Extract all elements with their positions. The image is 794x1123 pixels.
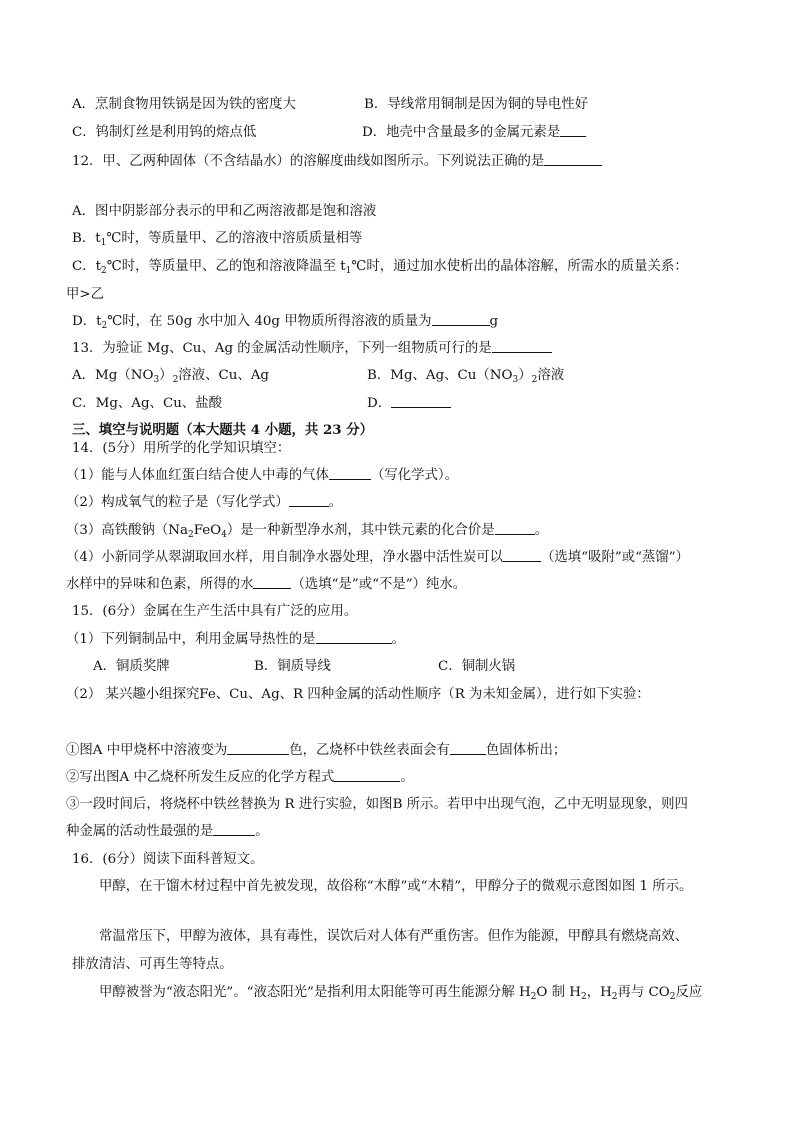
answer-blank [334, 769, 400, 782]
answer-blank [544, 153, 602, 166]
q12-option-b: B．$t_1℃$时，等质量甲、乙的溶液中溶质质量相等 [72, 231, 363, 248]
q12-option-c-line2: 甲>乙 [66, 287, 105, 302]
section-title: 三、填空与说明题（本大题共 4 小题，共 23 分） [72, 422, 374, 438]
q15-option-b: B．铜质导线 [254, 659, 331, 674]
answer-blank [253, 576, 291, 589]
q13-stem: 13．为验证 Mg、Cu、Ag 的金属活动性顺序，下列一组物质可行的是 [72, 340, 552, 358]
q16-paragraph-3: 甲醇被誉为“液态阳光”。“液态阳光”是指利用太阳能等可再生能源分解 $H_2O$ 制 $H_2$，$H_2$再与 $CO_2$反应 [99, 985, 703, 1002]
answer-blank [495, 522, 535, 535]
q12-option-c: C．$t_2℃$时，等质量甲、乙的饱和溶液降温至 $t_1℃$时，通过加水使析出的晶体溶解，所需水的质量关系： [72, 259, 688, 276]
answer-blank [227, 742, 289, 755]
answer-blank [213, 823, 255, 836]
q13-option-c: C．Mg、Ag、Cu、盐酸 [72, 396, 222, 411]
answer-blank [503, 549, 541, 562]
answer-blank [492, 340, 552, 353]
q15-step-1: ①图A 中甲烧杯中溶液变为 色，乙烧杯中铁丝表面会有 色固体析出； [66, 743, 567, 758]
answer-blank [560, 124, 586, 137]
q15-option-c: C．铜制火锅 [438, 659, 516, 674]
q13-option-d: D． [367, 395, 451, 413]
q15-part-2: （2） 某兴趣小组探究Fe、Cu、Ag、R 四种金属的活动性顺序（R 为未知金属），进行如下实验： [66, 687, 650, 702]
q11-option-c: C．钨制灯丝是利用钨的熔点低 [72, 125, 257, 140]
q12-stem: 12．甲、乙两种固体（不含结晶水）的溶解度曲线如图所示。下列说法正确的是 [72, 153, 602, 171]
q12-option-a: A．图中阴影部分表示的甲和乙两溶液都是饱和溶液 [72, 204, 377, 219]
answer-blank [316, 631, 392, 644]
q14-part-2: （2）构成氧气的粒子是（写化学式） 。 [66, 495, 343, 510]
q16-paragraph-1: 甲醇，在干馏木材过程中首先被发现，故俗称“木醇”或“木精”，甲醇分子的微观示意图如图 1 所示。 [99, 879, 693, 894]
q14-part-1: （1）能与人体血红蛋白结合使人中毒的气体 （写化学式）。 [66, 468, 458, 483]
answer-blank [289, 494, 329, 507]
q16-paragraph-2: 常温常压下，甲醇为液体，具有毒性，误饮后对人体有严重伤害。但作为能源，甲醇具有燃烧高效、 [99, 929, 689, 944]
answer-blank [450, 742, 486, 755]
q14-part-4-line2: 水样中的异味和色素，所得的水 （选填“是”或“不是”）纯水。 [66, 577, 467, 592]
q13-option-b: B．Mg、Ag、$Cu(NO_3)_2$溶液 [367, 368, 565, 385]
q15-step-2: ②写出图A 中乙烧杯所发生反应的化学方程式 。 [66, 770, 414, 785]
q14-part-3: （3）高铁酸钠$(Na_2FeO_4)$是一种新型净水剂，其中铁元素的化合价是 。 [66, 523, 549, 540]
q13-option-a: A．$Mg(NO_3)_2$溶液、Cu、Ag [72, 368, 269, 385]
q14-part-4: （4）小新同学从翠湖取回水样，用自制净水器处理，净水器中活性炭可以 （选填“吸附”或“蒸馏”） [66, 550, 689, 565]
q12-option-d: D．$t_2℃$时，在 50g 水中加入 40g 甲物质所得溶液的质量为 g [72, 314, 499, 331]
q15-part-1: （1）下列铜制品中，利用金属导热性的是 。 [66, 632, 405, 647]
q15-step-3: ③一段时间后，将烧杯中铁丝替换为 R 进行实验，如图B 所示。若甲中出现气泡，乙中无明显现象，则四 [66, 797, 688, 812]
answer-blank [329, 467, 371, 480]
q16-stem: 16．(6分）阅读下面科普短文。 [72, 852, 264, 867]
answer-blank [391, 395, 451, 408]
q15-step-3-line2: 种金属的活动性最强的是 。 [66, 824, 269, 839]
q11-option-b: B．导线常用铜制是因为铜的导电性好 [364, 97, 589, 112]
q15-option-a: A．铜质奖牌 [93, 659, 170, 674]
q11-option-d: D．地壳中含量最多的金属元素是 [362, 124, 586, 142]
q11-option-a: A．烹制食物用铁锅是因为铁的密度大 [72, 97, 296, 112]
q15-stem: 15．(6分）金属在生产生活中具有广泛的应用。 [72, 604, 358, 619]
q16-paragraph-2-line2: 排放清洁、可再生等特点。 [72, 957, 233, 972]
answer-blank [432, 313, 490, 326]
q14-stem: 14．(5分）用所学的化学知识填空： [72, 441, 291, 456]
